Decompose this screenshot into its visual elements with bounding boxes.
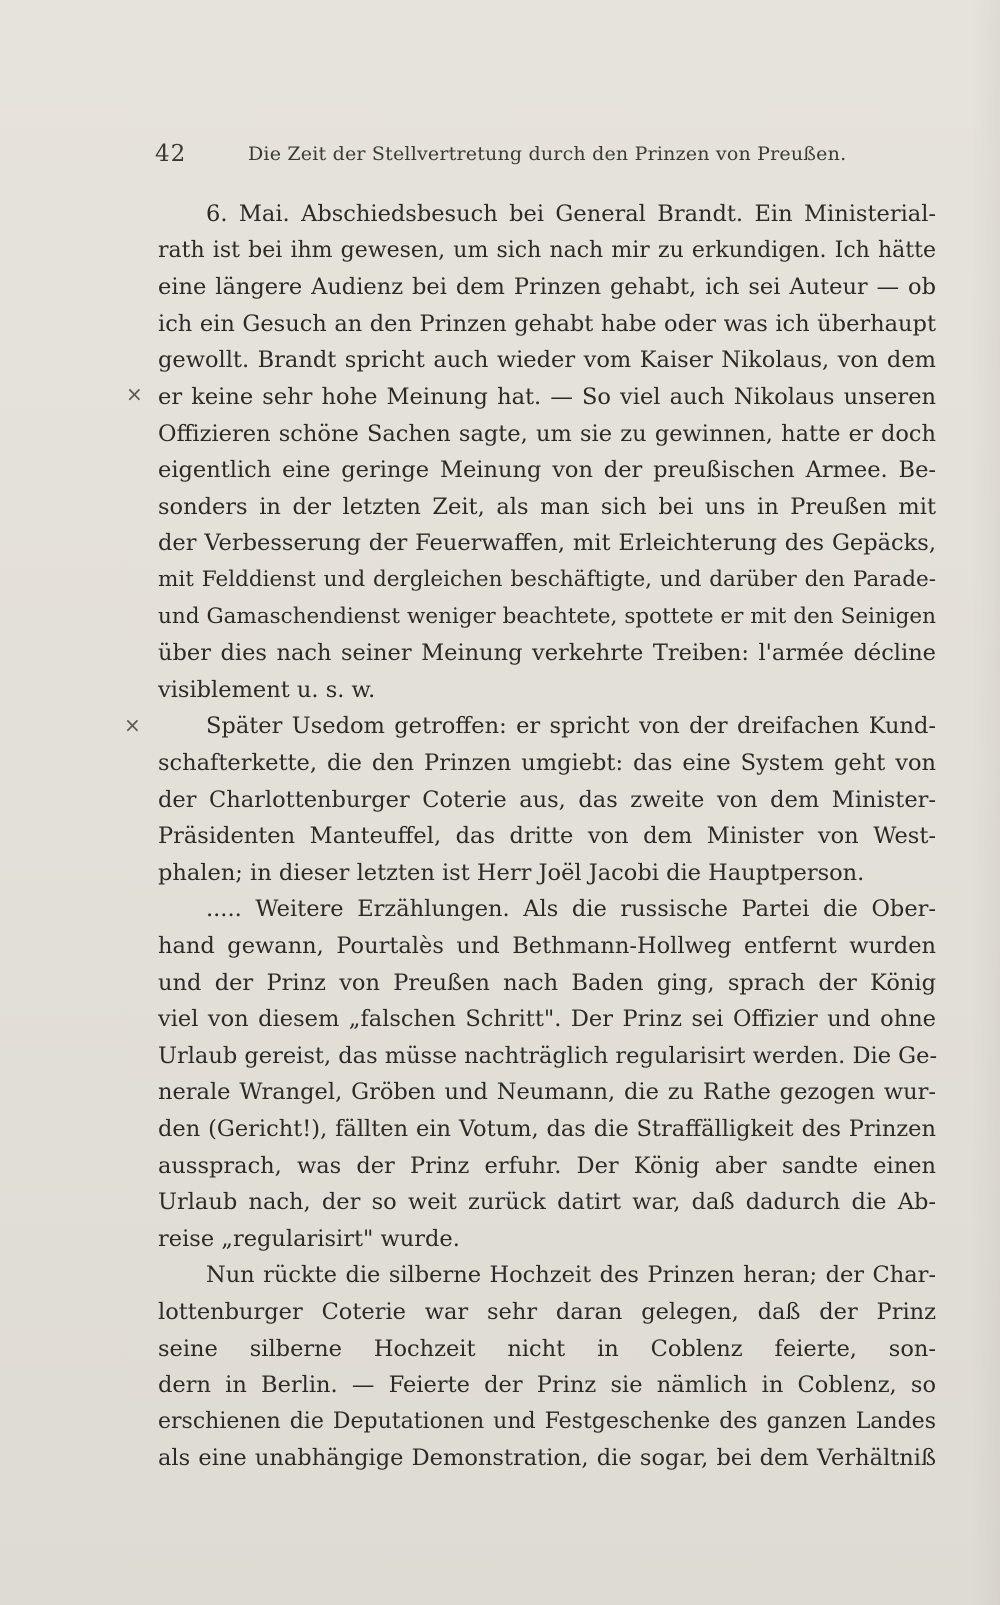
text-line: visiblement u. s. w.: [158, 676, 376, 703]
margin-cross-mark-1: ×: [126, 382, 143, 406]
text-line: reise „regularisirt" wurde.: [158, 1225, 460, 1252]
text-line: lottenburger Coterie war sehr daran gelegen, daß der Prinz: [158, 1299, 936, 1325]
text-line: sonders in der letzten Zeit, als man sich bei uns in Preußen mit: [158, 493, 936, 520]
page-number: 42: [155, 141, 187, 167]
text-line: viel von diesem „falschen Schritt". Der Prinz sei Offizier und ohne: [158, 1006, 936, 1033]
text-line: mit Felddienst und dergleichen beschäftigte, und darüber den Parade-: [158, 567, 936, 592]
text-line: eine längere Audienz bei dem Prinzen gehabt, ich sei Auteur — ob: [158, 274, 936, 301]
text-line: über dies nach seiner Meinung verkehrte Treiben: l'armée décline: [158, 640, 936, 667]
text-line: Offizieren schöne Sachen sagte, um sie zu gewinnen, hatte er doch: [158, 420, 936, 447]
page-header: [155, 137, 875, 171]
text-line: 6. Mai. Abschiedsbesuch bei General Brandt. Ein Ministerial-: [206, 201, 936, 227]
text-line: als eine unabhängige Demonstration, die sogar, bei dem Verhältniß: [158, 1445, 936, 1472]
text-line: der Verbesserung der Feuerwaffen, mit Erleichterung des Gepäcks,: [158, 530, 936, 557]
text-line: hand gewann, Pourtalès und Bethmann-Hollweg entfernt wurden: [158, 933, 936, 959]
text-line: ich ein Gesuch an den Prinzen gehabt habe oder was ich überhaupt: [158, 310, 936, 337]
text-line: Urlaub gereist, das müsse nachträglich regularisirt werden. Die Ge-: [158, 1042, 938, 1069]
text-line: Urlaub nach, der so weit zurück datirt war, daß dadurch die Ab-: [158, 1189, 936, 1216]
text-line: seine silberne Hochzeit nicht in Coblenz feierte, son-: [158, 1335, 936, 1362]
text-line: und Gamaschendienst weniger beachtete, spottete er mit den Seinigen: [158, 603, 936, 629]
page-edge-shadow: [970, 0, 1000, 1605]
text-line: Nun rückte die silberne Hochzeit des Prinzen heran; der Char-: [206, 1262, 936, 1289]
text-line: dern in Berlin. — Feierte der Prinz sie nämlich in Coblenz, so: [158, 1372, 936, 1399]
text-line: schafterkette, die den Prinzen umgiebt: das eine System geht von: [158, 750, 936, 776]
text-line: erschienen die Deputationen und Festgeschenke des ganzen Landes: [158, 1408, 936, 1434]
text-line: der Charlottenburger Coterie aus, das zweite von dem Minister-: [158, 786, 936, 813]
text-line: den (Gericht!), fällten ein Votum, das die Straffälligkeit des Prinzen: [158, 1116, 936, 1142]
text-line: nerale Wrangel, Gröben und Neumann, die zu Rathe gezogen wur-: [158, 1079, 936, 1106]
text-line: und der Prinz von Preußen nach Baden ging, sprach der König: [158, 969, 936, 996]
margin-cross-mark-2: ×: [124, 713, 141, 737]
text-line: Präsidenten Manteuffel, das dritte von dem Minister von West-: [158, 823, 936, 850]
text-line: eigentlich eine geringe Meinung von der preußischen Armee. Be-: [158, 457, 936, 484]
text-line: er keine sehr hohe Meinung hat. — So viel auch Nikolaus unseren: [158, 384, 936, 410]
text-line: aussprach, was der Prinz erfuhr. Der König aber sandte einen: [158, 1152, 936, 1179]
text-line: phalen; in dieser letzten ist Herr Joël Jacobi die Hauptperson.: [158, 859, 865, 886]
text-line: rath ist bei ihm gewesen, um sich nach mir zu erkundigen. Ich hätte: [158, 237, 936, 263]
text-line: Später Usedom getroffen: er spricht von der dreifachen Kund-: [206, 713, 936, 740]
text-line: gewollt. Brandt spricht auch wieder vom Kaiser Nikolaus, von dem: [158, 347, 936, 374]
running-head: Die Zeit der Stellvertretung durch den Prinzen von Preußen.: [248, 143, 847, 165]
text-line: ..... Weitere Erzählungen. Als die russische Partei die Ober-: [206, 896, 936, 923]
